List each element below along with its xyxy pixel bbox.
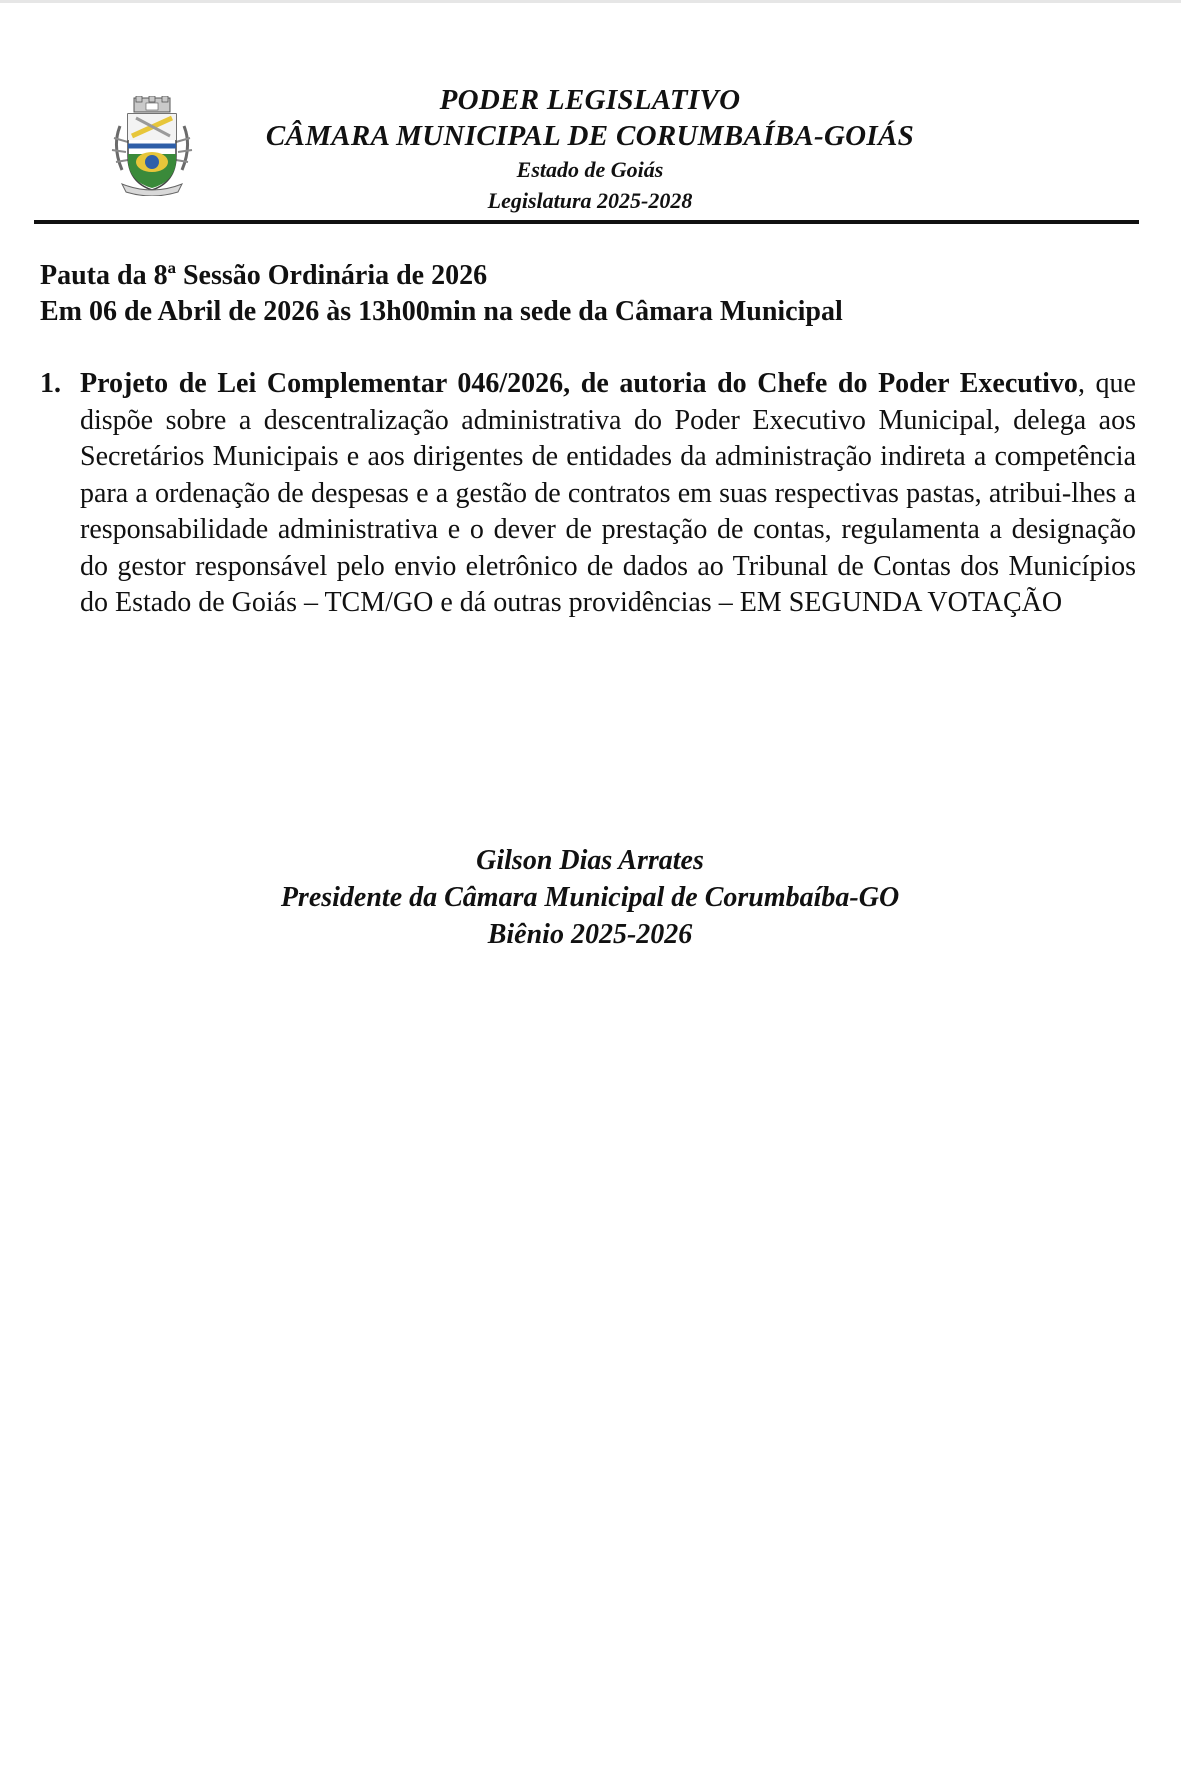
list-item — [40, 366, 1136, 622]
signature-block — [180, 842, 1000, 953]
item-bold-text: Projeto de Lei Complementar 046/2026, de autoria do Chefe do Poder Executivo — [80, 368, 1078, 399]
document-header — [180, 82, 1000, 216]
item-text: , que dispõe sobre a descentralização administrativa do Poder Executivo Municipal, delega aos Secretários Municipais e aos dirigentes de entidades da administração indireta a competência para a ordenação de despesas e a gestão de contratos em suas respectivas pastas, atribui-lhes a responsabilidade administrativa e o dever de prestação de contas, regulamenta a designação do gestor responsável pelo envio eletrônico de dados ao Tribunal de Contas dos Municípios do Estado de Goiás – TCM/GO e dá outras providências – EM SEGUNDA VOTAÇÃO — [80, 368, 1136, 618]
signature-term: Biênio 2025-2026 — [487, 919, 693, 950]
header-camara-municipal: CÂMARA MUNICIPAL DE CORUMBAÍBA-GOIÁS — [265, 120, 915, 152]
item-number: 1. — [40, 368, 61, 399]
page-top-edge — [0, 0, 1181, 3]
header-estado: Estado de Goiás — [516, 157, 664, 182]
agenda-title: Pauta da 8ª Sessão Ordinária de 2026 — [40, 260, 488, 291]
header-poder-legislativo: PODER LEGISLATIVO — [439, 84, 741, 116]
agenda-heading — [40, 258, 1140, 330]
agenda-subtitle: Em 06 de Abril de 2026 às 13h00min na sede da Câmara Municipal — [40, 296, 843, 327]
header-divider — [34, 220, 1139, 224]
agenda-items-list — [40, 366, 1136, 622]
header-legislatura: Legislatura 2025-2028 — [487, 188, 693, 213]
signature-name: Gilson Dias Arrates — [476, 845, 704, 876]
signature-role: Presidente da Câmara Municipal de Corumbaíba-GO — [280, 882, 900, 913]
